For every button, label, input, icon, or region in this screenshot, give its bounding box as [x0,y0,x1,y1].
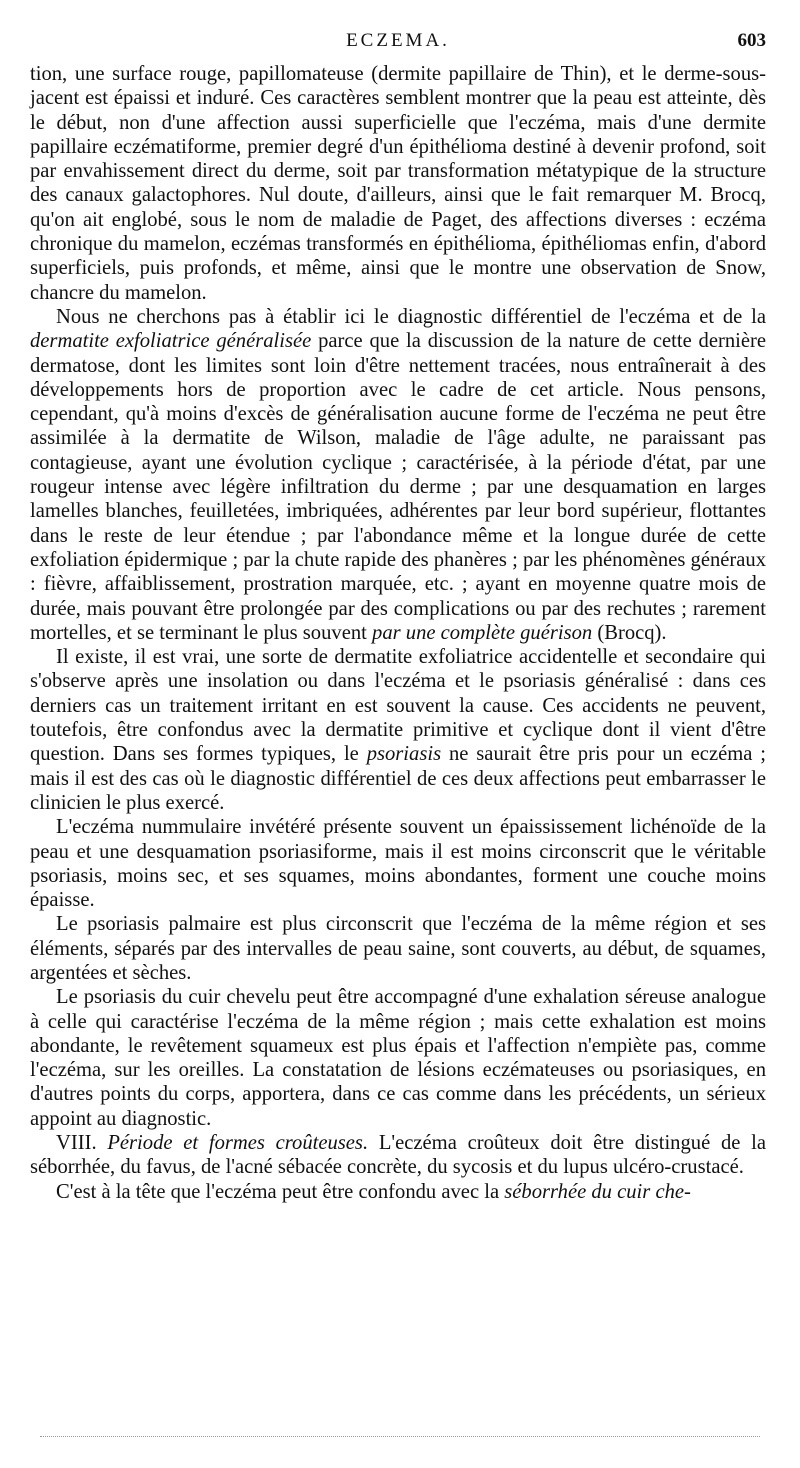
italic-run: dermatite exfoliatrice généralisée [30,330,312,353]
paragraph [30,1131,766,1180]
italic-run: séborrhée du cuir che- [504,1180,691,1203]
paragraph [30,985,766,1131]
text-run: ne saurait être pris pour un eczéma ; mais il est des cas où le diagnostic différentiel de ces deux affections peut embarrasser le clinicien le plus exercé. [30,743,766,814]
text-run: L'eczéma croûteux doit être distingué de la séborrhée, du favus, de l'acné sébacée concrète, du sycosis et du lupus ulcéro-crustacé. [30,1132,766,1179]
body-text [30,62,766,1204]
text-run: Le psoriasis palmaire est plus circonscrit que l'eczéma de la même région et ses éléments, séparés par des intervalles de peau saine, sont couverts, au début, de squames, argentées et sèches. [30,913,766,984]
text-run: Il existe, il est vrai, une sorte de dermatite exfoliatrice accidentelle et secondaire qui s'observe après une insolation ou dans l'eczéma et le psoriasis généralisé : dans ces derniers cas un traitement irritant en est souvent la cause. Ces accidents ne peuvent, toutefois, être confondus avec la dermatite primitive et cyclique dont il vient d'être question. Dans ses formes typiques, le [30,646,766,766]
running-title: ECZEMA. [346,30,450,51]
text-run: C'est à la tête que l'eczéma peut être confondu avec la [56,1180,505,1203]
paragraph [30,1180,766,1204]
text-run: Le psoriasis du cuir chevelu peut être accompagné d'une exhalation séreuse analogue à celle qui caractérise l'eczéma de la même région ; mais cette exhalation est moins abondante, le revêtement squameux est plus épais et l'affection n'empiète pas, comme l'eczéma, sur les oreilles. La constatation de lésions eczémateuses ou psoriasiques, en d'autres points du corps, apportera, dans ce cas comme dans les précédents, un sérieux appoint au diagnostic. [30,986,766,1130]
text-run: Nous ne cherchons pas à établir ici le diagnostic différentiel de l'eczéma et de la [56,305,766,328]
page-number: 603 [737,30,766,51]
paragraph [30,645,766,815]
text-run: VIII. [56,1132,108,1155]
paragraph [30,305,766,645]
text-run: tion, une surface rouge, papillomateuse (dermite papillaire de Thin), et le derme-sous-jacent est épaissi et induré. Ces caractères semblent montrer que la peau est atteinte, dès le début, non d'une affection aussi superficielle que l'eczéma, mais d'une dermite papillaire eczématiforme, premier degré d'un épithélioma destiné à devenir profond, soit par envahissement direct du derme, soit par transformation métatypique de la structure des canaux galactophores. Nul doute, d'ailleurs, ainsi que le fait remarquer M. Brocq, qu'on ait englobé, sous le nom de maladie de Paget, des affections diverses : eczéma chronique du mamelon, eczémas transformés en épithélioma, épithéliomas enfin, d'abord superficiels, puis profonds, et même, ainsi que le montre une observation de Snow, chancre du mamelon. [30,63,766,304]
paragraph [30,815,766,912]
italic-run: psoriasis [366,743,442,766]
text-run: (Brocq). [592,621,667,644]
text-run: L'eczéma nummulaire invétéré présente souvent un épaississement lichénoïde de la peau et une desquamation psoriasiforme, mais il est moins circonscrit que le véritable psoriasis, moins sec, et ses squames, moins abondantes, forment une couche moins épaisse. [30,816,766,912]
italic-run: Période et formes croûteuses. [107,1132,369,1155]
paragraph [30,912,766,985]
footer-divider [40,1436,760,1437]
italic-run: par une complète guérison [372,621,593,644]
page-header [30,30,766,56]
paragraph [30,62,766,305]
text-run: parce que la discussion de la nature de cette dernière dermatose, dont les limites sont loin d'être nettement tracées, nous entraînerait à des développements hors de proportion avec le cadre de cet article. Nous pensons, cependant, qu'à moins d'excès de généralisation aucune forme de l'eczéma ne peut être assimilée à la dermatite de Wilson, maladie de l'âge adulte, ne paraissant pas contagieuse, ayant une évolution cyclique ; caractérisée, à la période d'état, par une rougeur intense avec légère infiltration du derme ; par une desquamation en larges lamelles blanches, feuilletées, imbriquées, adhérentes par leur bord supérieur, flottantes dans le reste de leur étendue ; par l'abondance même et la longue durée de cette exfoliation épidermique ; par la chute rapide des phanères ; par les phénomènes généraux : fièvre, affaiblissement, prostration marquée, etc. ; ayant en moyenne quatre mois de durée, mais pouvant être prolongée par des complications ou par des rechutes ; rarement mortelles, et se terminant le plus souvent [30,330,766,644]
